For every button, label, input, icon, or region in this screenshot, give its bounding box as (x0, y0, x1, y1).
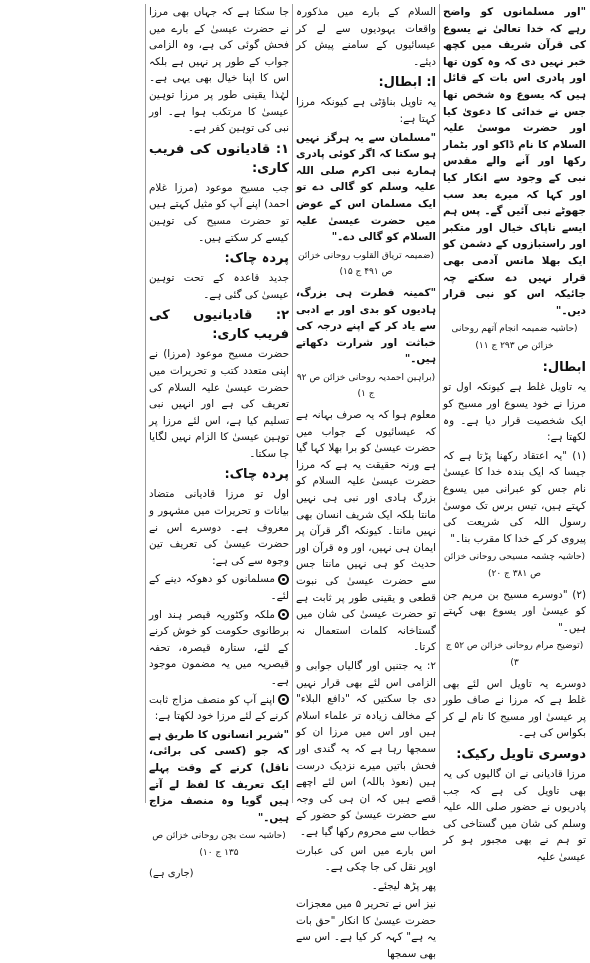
bullet-icon (278, 694, 289, 705)
section-heading: ابطال: (542, 360, 586, 376)
column-4-empty (4, 4, 142, 803)
section-heading: پردہ چاک: (224, 467, 289, 483)
section-heading: پردہ چاک: (224, 251, 289, 267)
quote-paragraph: (۲) "دوسرے مسیح بن مریم جن کو عیسیٰ اور یسوع بھی کہتے ہیں۔" (443, 588, 586, 634)
bullet-text: اپنے آپ کو منصف مزاج ثابت کرنے کے لئے مرزا خود لکھتا ہے: (149, 693, 289, 723)
paragraph: اس بارے میں اس کی عبارت اوپر نقل کی جا چکی ہے۔ (296, 844, 436, 874)
paragraph: ۲: یہ جتنیں اور گالیاں جوابی و الزامی اس لئے بھی قرار نہیں دی جا سکتیں کہ "دافع البلاء" کے مخالف زیادہ تر علماء اسلام ہیں اور اس میں مرزا ان کو سمجھا رہا ہے کہ یہ گندی اور فحش باتیں میرے نزدیک درست ہیں (نعوذ باللہ) اس لئے اچھے قصے ہیں کہ ان ہی کی وجہ سے حضرت عیسیٰ کو حضور کے خطاب سے محروم رکھا گیا ہے۔ (296, 659, 436, 838)
quote-paragraph: "مسلمان سے یہ ہرگز نہیں ہو سکتا کہ اگر کوئی پادری ہمارے نبی اکرم صلی اللہ علیہ وسلم کو گالی دے تو ایک مسلمان اس کے عوض میں حضرت عیسیٰ علیہ السلام کو گالی دے۔" (296, 131, 436, 244)
section-heading: ۲: قادیانیوں کی فریب کاری: (149, 308, 289, 343)
column-divider (292, 4, 293, 803)
continued-note: (جاری ہے) (149, 867, 194, 879)
reference: (حاشیہ ست بچن روحانی خزائن ص ۱۳۵ ج ۱۰) (152, 831, 286, 858)
column-3 (149, 4, 289, 879)
section-heading: ا: ابطال: (378, 75, 436, 91)
reference: (حاشیہ چشمہ مسیحی روحانی خزائن ص ۳۸۱ ج ۲۰) (443, 552, 586, 579)
document-page (4, 4, 586, 961)
paragraph: معلوم ہوا کہ یہ صرف بہانہ ہے کہ عیسائیوں کے جواب میں حضرت عیسیٰ کو برا بھلا کہا گیا ہے ورنہ حقیقت یہ ہے کہ مرزا حضرت عیسیٰ علیہ السلام کو بزرگ ہادی اور نبی ہی نہیں مانتا بلکہ ایک شریف انسان بھی نہیں مانتا۔ کیونکہ اگر قرآن پر ایمان ہی نہیں، اور وہ قرآن اور حدیث کو ہی نہیں مانتا جس سے حضرت عیسیٰ کی نبوت قطعی و یقینی طور پر ثابت ہے تو حضرت عیسیٰ کی شان میں گستاخانہ کلمات استعمال نہ کرتا۔ (296, 409, 436, 654)
paragraph: یہ تاویل بناؤٹی ہے کیونکہ مرزا کہتا ہے: (296, 96, 436, 125)
column-divider (145, 4, 146, 803)
paragraph: جب مسیح موعود (مرزا غلام احمد) اپنے آپ کو مثیل کہتے ہیں تو حضرت مسیح کی توہین کیسے کر سکتے ہیں۔ (149, 181, 289, 244)
quote-paragraph: (۱) "یہ اعتقاد رکھنا پڑتا ہے کہ جیسا کہ ایک بندہ خدا کا عیسیٰ نام جس کو عبرانی میں یسوع کہتے ہیں، تیس برس تک موسیٰ رسول اللہ کی شریعت کی پیروی کر کے خدا کا مقرب بنا۔" (443, 449, 586, 545)
bullet-icon (278, 574, 289, 585)
bullet-icon (278, 609, 289, 620)
bullet-item (149, 607, 289, 690)
reference: (حاشیہ ضمیمہ انجام آتھم روحانی خزائن ص ۲۹۳ ج ۱۱) (451, 324, 578, 351)
paragraph: یہ تاویل غلط ہے کیونکہ اول تو مرزا نے خود یسوع اور مسیح کو ایک شخصیت قرار دیا ہے۔ وہ لکھتا ہے: (443, 381, 586, 444)
paragraph: جا سکتا ہے کہ جہاں بھی مرزا نے حضرت عیسیٰ کے بارے میں فحش گوئی کی ہے، وہ الزامی جواب کے طور پر نہیں ہے بلکہ اس کا اپنا خیال بھی یہی ہے۔ لہٰذا یقینی طور پر مرزا توہین عیسیٰ کا مرتکب ہوا ہے۔ اور نبی کی توہین کفر ہے۔ (149, 6, 289, 135)
quote-paragraph: "کمینہ فطرت ہی بزرگ، ہادیوں کو بدی اور بے ادبی سے یاد کر کے اپنے درجہ کی خباثت اور شرارت دکھاتے ہیں۔" (296, 286, 436, 366)
paragraph: پھر پڑھ لیجئے۔ (371, 879, 436, 892)
bullet-item (149, 692, 289, 725)
bullet-text: ملکہ وکٹوریہ قیصر ہند اور برطانوی حکومت کو خوش کرنے کے لئے، ستارہ قیصرہ، تحفہ قیصریہ میں یہ مضمون موجود ہے۔ (149, 608, 289, 687)
quote-paragraph: "شریر انسانوں کا طریق ہے کہ جو (کسی کی برائی، ناقل) کرنے کے وقت پہلے ایک تعریف کا لفظ لے آتے ہیں گویا وہ منصف مزاج ہیں۔" (149, 728, 289, 824)
bullet-text: مسلمانوں کو دھوکہ دینے کے لئے۔ (149, 573, 289, 603)
reference: (توضیح مرام روحانی خزائن ص ۵۲ ج ۳) (445, 641, 584, 668)
paragraph: حضرت مسیح موعود (مرزا) نے اپنی متعدد کتب و تحریرات میں حضرت عیسیٰ علیہ السلام کی تعریف کی ہے اور انہیں نبی تسلیم کیا ہے، اس لئے مرزا پر توہین عیسیٰ کا الزام نہیں لگایا جا سکتا۔ (149, 348, 289, 460)
column-2 (296, 4, 436, 961)
paragraph: جدید قاعدہ کے تحت توہین عیسیٰ کی گئی ہے۔ (149, 272, 289, 301)
column-divider (439, 4, 440, 803)
paragraph: السلام کے بارے میں مذکورہ واقعات یہودیوں سے لے کر عیسائیوں کے سامنے پیش کر دیئے۔ (296, 6, 436, 68)
quote-paragraph: "اور مسلمانوں کو واضح رہے کہ خدا تعالیٰ نے یسوع کی قرآن شریف میں کچھ خبر نہیں دی کہ وہ کون تھا اور پادری اس بات کے قائل ہیں کہ یسوع وہ شخص تھا جس نے خدائی کا دعویٰ کیا اور حضرت موسیٰ علیہ السلام کا نام ڈاکو اور بٹمار رکھا اور آنے والے مقدس نبی کے وجود سے انکار کیا اور کہا کہ میرے بعد سب جھوٹے نبی آئیں گے۔ پس ہم ایسے ناپاک خیال اور متکبر اور راستبازوں کے دشمن کو ایک بھلا مانس آدمی بھی قرار نہیں دے سکتے چہ جائیکہ اس کو نبی قرار دیں۔" (443, 6, 586, 317)
paragraph: مرزا قادیانی نے ان گالیوں کی یہ بھی تاویل کی ہے کہ جب پادریوں نے حضور صلی اللہ علیہ وسلم کی شان میں گستاخی کی تو ہم نے بھی مجبور ہو کر عیسیٰ علیہ (443, 767, 586, 863)
paragraph: دوسرے یہ تاویل اس لئے بھی غلط ہے کہ مرزا نے صاف طور پر عیسیٰ اور مسیح کا نام لے کر بکواس کی ہے۔ (443, 677, 586, 740)
section-heading: دوسری تاویل رکیک: (456, 746, 586, 762)
reference: (ضمیمہ تریاق القلوب روحانی خزائن ص ۴۹۱ ج ۱۵) (298, 250, 434, 278)
paragraph: اول تو مرزا قادیانی متضاد بیانات و تحریرات میں مشہور و معروف ہے۔ دوسرے اس نے حضرت عیسیٰ کی تعریف تین وجوہ سے کی ہے: (149, 488, 289, 567)
bullet-item (149, 571, 289, 604)
column-1 (443, 4, 586, 863)
reference: (براہین احمدیہ روحانی خزائن ص ۹۲ ج ۱) (296, 372, 436, 400)
section-heading: ۱: قادیانوں کی فریب کاری: (149, 141, 289, 176)
paragraph: نیز اس نے تحریر ۵ میں معجزات حضرت عیسیٰ کا انکار "حق بات یہ ہے" کہہ کر کیا ہے۔ اس سے بھی سمجھا (296, 898, 436, 961)
